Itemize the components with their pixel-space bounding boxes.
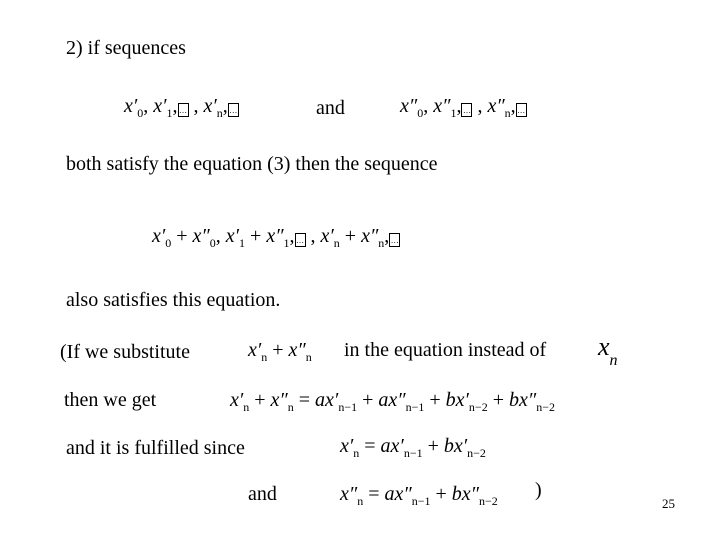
item-heading: 2) if sequences — [66, 37, 186, 59]
and-label: and — [316, 97, 345, 119]
ellipsis-icon: … — [389, 233, 400, 247]
then-we-get-text: then we get — [64, 389, 157, 411]
ellipsis-icon: … — [178, 103, 189, 117]
in-equation-text: in the equation instead of — [344, 339, 547, 361]
sequence-prime: $x'_0$, $x'_1$, … , $x'_n$, … — [124, 95, 238, 120]
also-satisfies-text: also satisfies this equation. — [66, 289, 281, 311]
ellipsis-icon: … — [228, 103, 239, 117]
xn-symbol: $x_n$ — [598, 332, 618, 369]
ellipsis-icon: … — [516, 103, 527, 117]
substitute-expression: $x'_n + x''_n$ — [248, 339, 312, 364]
and-label-2: and — [248, 483, 277, 505]
equation-sum: $x'_n + x''_n = ax'_{n-1} + ax''_{n-1} + bx'_{n-2} + bx''_{n-2}$ — [230, 389, 555, 414]
ellipsis-icon: … — [461, 103, 472, 117]
sequence-double-prime: $x''_0$, $x''_1$, … , $x''_n$, … — [400, 95, 526, 120]
if-substitute-text: (If we substitute — [60, 341, 190, 363]
sum-sequence: $x'_0 + x''_0$, $x'_1 + x''_1$, … , $x'_n + x''_n$, … — [152, 225, 399, 250]
fulfilled-since-text: and it is fulfilled since — [66, 437, 245, 459]
ellipsis-icon: … — [295, 233, 306, 247]
closing-paren: ) — [535, 479, 542, 501]
equation-prime: $x'_n = ax'_{n-1} + bx'_{n-2}$ — [340, 435, 486, 460]
both-satisfy-text: both satisfy the equation (3) then the sequence — [66, 153, 438, 175]
page-number: 25 — [662, 496, 675, 511]
equation-double-prime: $x''_n = ax''_{n-1} + bx''_{n-2}$ — [340, 483, 498, 508]
